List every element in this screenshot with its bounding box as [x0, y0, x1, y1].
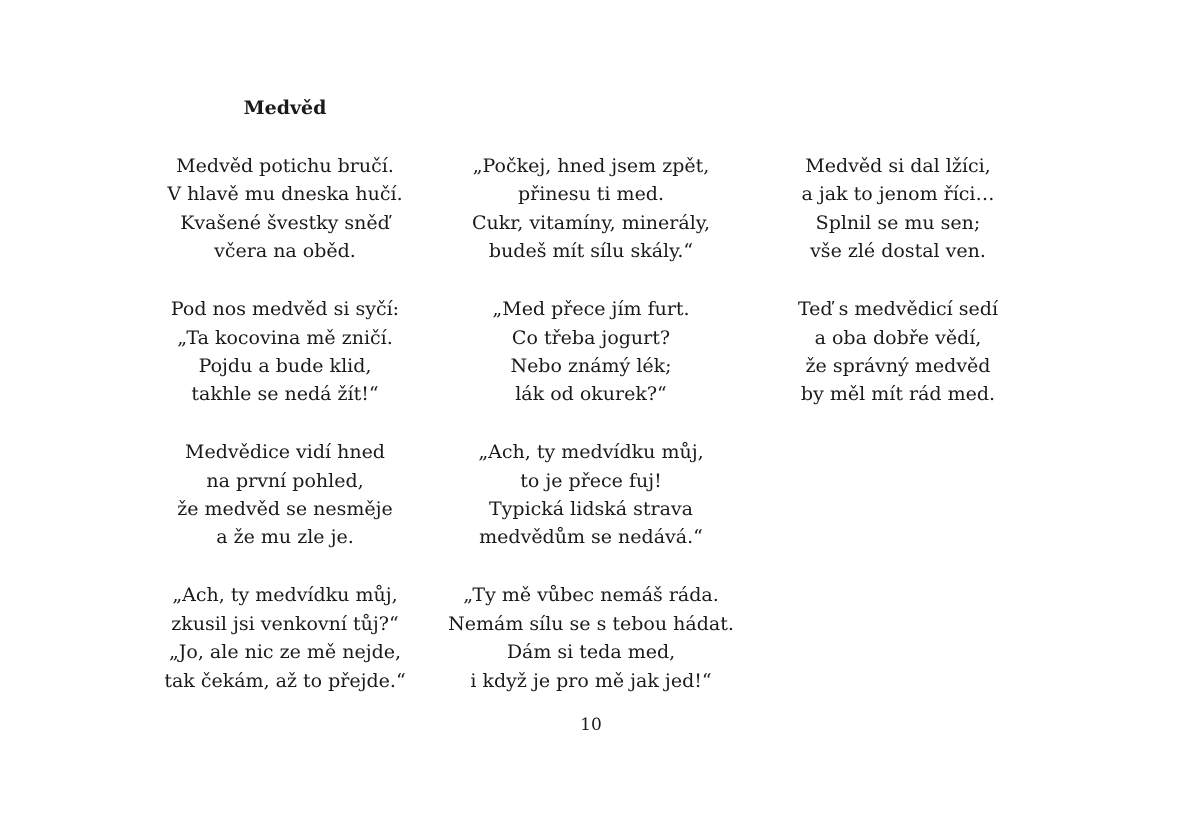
- poem-column-1: [135, 152, 435, 725]
- poem-line: a oba dobře vědí,: [814, 326, 982, 349]
- stanza: [135, 295, 435, 409]
- poem-line: takhle se nedá žít!“: [191, 383, 379, 406]
- poem-line: Splnil se mu sen;: [815, 211, 981, 234]
- poem-line: Medvědice vidí hned: [185, 441, 385, 464]
- poem-line: že medvěd se nesměje: [177, 498, 393, 521]
- poem-line: Pojdu a bude klid,: [198, 354, 372, 377]
- poem-line: Typická lidská strava: [489, 498, 693, 521]
- poem-line: „Med přece jím furt.: [492, 298, 690, 321]
- poem-line: na první pohled,: [206, 469, 364, 492]
- poem-line: „Jo, ale nic ze mě nejde,: [168, 641, 402, 664]
- poem-line: tak čekám, až to přejde.“: [164, 669, 406, 692]
- poem-line: Nebo známý lék;: [510, 354, 672, 377]
- stanza: [748, 295, 1048, 409]
- poem-column-3: [748, 152, 1048, 438]
- poem-line: že správný medvěd: [805, 354, 991, 377]
- stanza: [135, 438, 435, 552]
- poem-line: Kvašené švestky sněď: [180, 211, 390, 234]
- poem-line: a jak to jenom říci…: [801, 183, 995, 206]
- poem-line: Teď s medvědicí sedí: [797, 298, 999, 321]
- stanza: [441, 152, 741, 266]
- poem-line: Nemám sílu se s tebou hádat.: [448, 612, 734, 635]
- poem-line: přinesu ti med.: [517, 183, 665, 206]
- poem-line: „Ty mě vůbec nemáš ráda.: [463, 584, 719, 607]
- poem-line: „Počkej, hned jsem zpět,: [472, 155, 710, 177]
- poem-line: „Ta kocovina mě zničí.: [177, 326, 393, 349]
- page-number: 10: [580, 715, 602, 735]
- poem-line: „Ach, ty medvídku můj,: [172, 584, 398, 607]
- poem-line: by měl mít rád med.: [800, 383, 996, 406]
- stanza: [135, 152, 435, 266]
- poem-column-2: [441, 152, 741, 725]
- poem-line: budeš mít sílu skály.“: [488, 240, 694, 263]
- poem-line: včera na oběd.: [214, 240, 356, 263]
- poem-line: Medvěd si dal lžíci,: [805, 155, 991, 177]
- stanza: [441, 581, 741, 695]
- poem-line: vše zlé dostal ven.: [810, 240, 986, 263]
- stanza: [748, 152, 1048, 266]
- poem-line: lák od okurek?“: [515, 383, 667, 406]
- poem-line: to je přece fuj!: [520, 469, 662, 492]
- poem-line: zkusil jsi venkovní tůj?“: [171, 612, 399, 635]
- poem-line: „Ach, ty medvídku můj,: [478, 441, 704, 464]
- stanza: [441, 438, 741, 552]
- stanza: [441, 295, 741, 409]
- poem-line: i když je pro mě jak jed!“: [470, 669, 712, 692]
- stanza: [135, 581, 435, 695]
- poem-line: a že mu zle je.: [216, 526, 354, 549]
- poem-title: Medvěd: [243, 97, 327, 119]
- poem-line: Co třeba jogurt?: [511, 326, 671, 349]
- poem-line: medvědům se nedává.“: [479, 526, 703, 549]
- poem-line: V hlavě mu dneska hučí.: [167, 183, 403, 206]
- poem-line: Cukr, vitamíny, minerály,: [471, 211, 711, 234]
- poem-line: Pod nos medvěd si syčí:: [170, 298, 400, 321]
- poem-line: Dám si teda med,: [506, 641, 676, 664]
- poem-line: Medvěd potichu bručí.: [176, 155, 394, 177]
